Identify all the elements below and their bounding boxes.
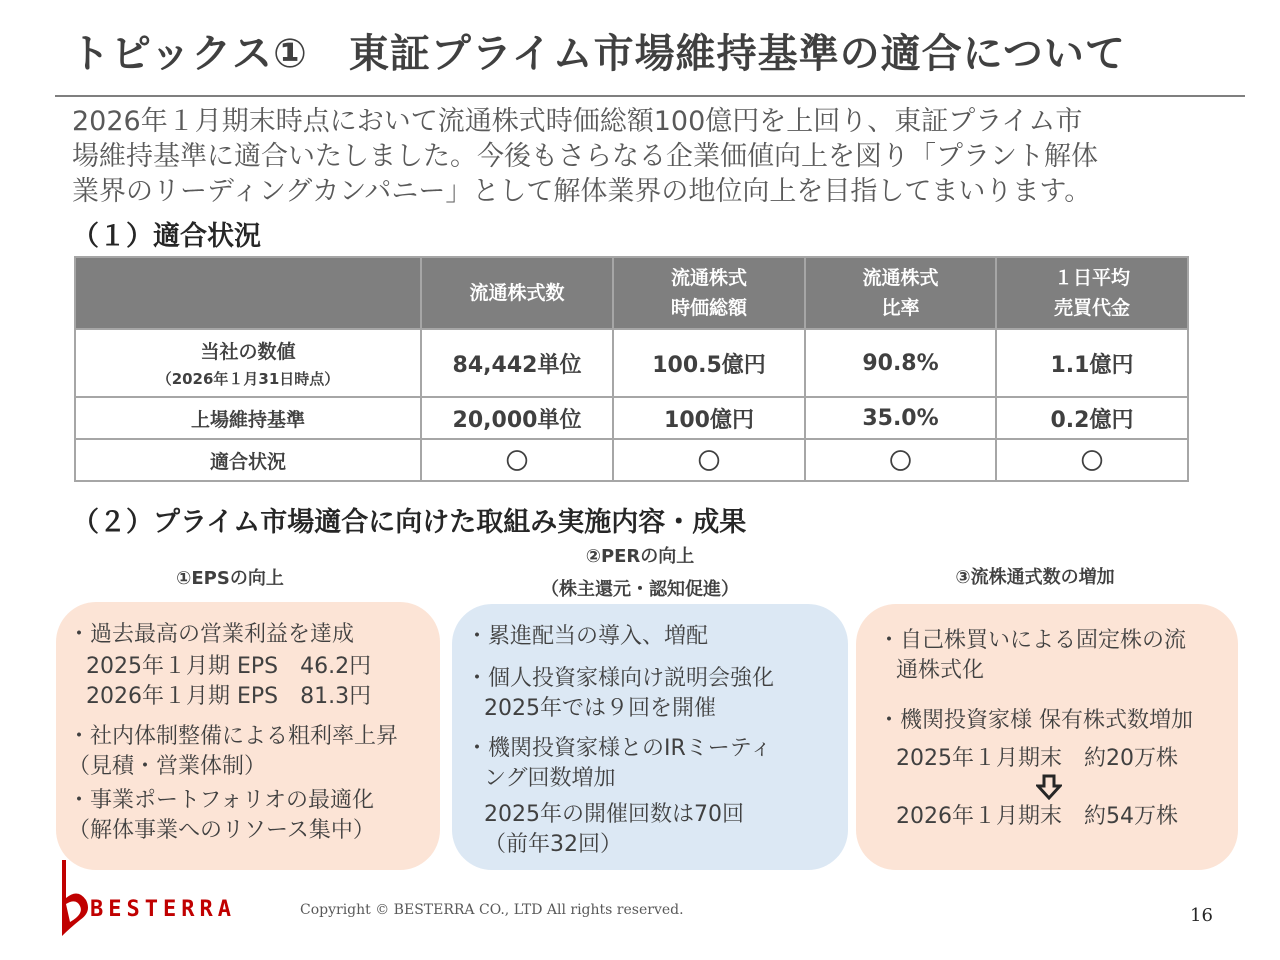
header-line: １日平均 <box>1053 267 1130 289</box>
intro-line: 業界のリーディングカンパニー」として解体業界の地位向上を目指してまいります。 <box>72 176 1092 207</box>
card-line: 2025年では９回を開催 <box>484 696 716 721</box>
card-line: 通株式化 <box>896 658 985 683</box>
intro-paragraph <box>72 104 1252 209</box>
float-card <box>856 604 1238 870</box>
intro-line: 場維持基準に適合いたしました。今後もさらなる企業価値向上を図り「プラント解体 <box>72 141 1098 172</box>
table-header-row <box>75 257 1188 329</box>
card-line: 2025年１月期 EPS 46.2円 <box>86 654 372 679</box>
section-heading-status: （１）適合状況 <box>72 221 261 252</box>
row-header: 適合状況 <box>75 439 421 481</box>
table-header-cell <box>613 257 805 329</box>
section-heading-initiatives: （２）プライム市場適合に向けた取組み実施内容・成果 <box>72 507 747 538</box>
card-line: ・社内体制整備による粗利率上昇 <box>68 724 399 749</box>
logo-wordmark: BESTERRA <box>90 897 236 922</box>
card-line: ・過去最高の営業利益を達成 <box>68 622 355 647</box>
card-line: ・事業ポートフォリオの最適化 <box>68 788 375 813</box>
table-cell: 0.2億円 <box>996 397 1188 439</box>
card-line: ・自己株買いによる固定株の流 <box>878 628 1187 653</box>
row-header <box>75 329 421 397</box>
page-title: トピックス① 東証プライム市場維持基準の適合について <box>70 31 1126 77</box>
card-line: 2026年１月期末 約54万株 <box>896 804 1178 829</box>
table-cell: 1.1億円 <box>996 329 1188 397</box>
header-line: 時価総額 <box>670 297 747 319</box>
card-line: ・機関投資家様 保有株式数増加 <box>878 708 1193 733</box>
per-card <box>452 604 848 870</box>
table-cell: 100億円 <box>613 397 805 439</box>
table-cell: 35.0% <box>805 397 996 439</box>
title-divider <box>55 95 1245 97</box>
table-cell: 84,442単位 <box>421 329 613 397</box>
card-line: ・機関投資家様とのIRミーティ <box>466 736 773 761</box>
header-line: 売買代金 <box>1053 297 1130 319</box>
col2-sublabel: （株主還元・認知促進） <box>541 579 739 600</box>
header-line: 比率 <box>881 297 920 319</box>
copyright-text: Copyright © BESTERRA CO., LTD All rights reserved. <box>300 902 684 918</box>
card-line: ・累進配当の導入、増配 <box>466 624 709 649</box>
table-cell: 20,000単位 <box>421 397 613 439</box>
table-header-cell <box>996 257 1188 329</box>
col2-label: ②PERの向上 <box>585 546 695 567</box>
intro-line: 2026年１月期末時点において流通株式時価総額100億円を上回り、東証プライム市 <box>72 106 1083 137</box>
table-row <box>75 439 1188 481</box>
table-row <box>75 397 1188 439</box>
card-line: （解体事業へのリソース集中） <box>68 818 375 843</box>
card-line: 2025年１月期末 約20万株 <box>896 746 1178 771</box>
header-line: 流通株式 <box>670 267 747 289</box>
row-header: 上場維持基準 <box>75 397 421 439</box>
col1-label: ①EPSの向上 <box>176 568 284 589</box>
down-arrow-icon <box>878 774 1238 802</box>
card-line: ・個人投資家様向け説明会強化 <box>466 666 775 691</box>
row-label: 当社の数値 <box>200 341 296 363</box>
card-line: ング回数増加 <box>484 766 616 791</box>
table-cell: 90.8% <box>805 329 996 397</box>
check-mark-cell: 〇 <box>613 439 805 481</box>
header-line: 流通株式 <box>862 267 939 289</box>
row-sublabel: （2026年１月31日時点） <box>156 370 340 388</box>
card-line: （前年32回） <box>484 832 622 857</box>
card-line: 2025年の開催回数は70回 <box>484 802 744 827</box>
table-header-cell <box>805 257 996 329</box>
eps-card <box>56 602 440 870</box>
compliance-table <box>74 256 1189 482</box>
check-mark-cell: 〇 <box>996 439 1188 481</box>
card-line: 2026年１月期 EPS 81.3円 <box>86 684 372 709</box>
check-mark-cell: 〇 <box>805 439 996 481</box>
table-header-cell <box>75 257 421 329</box>
page-number: 16 <box>1190 905 1213 926</box>
col3-label: ③流株通式数の増加 <box>955 567 1115 588</box>
table-row <box>75 329 1188 397</box>
card-line: （見積・営業体制） <box>68 754 267 779</box>
table-header-cell: 流通株式数 <box>421 257 613 329</box>
table-cell: 100.5億円 <box>613 329 805 397</box>
check-mark-cell: 〇 <box>421 439 613 481</box>
